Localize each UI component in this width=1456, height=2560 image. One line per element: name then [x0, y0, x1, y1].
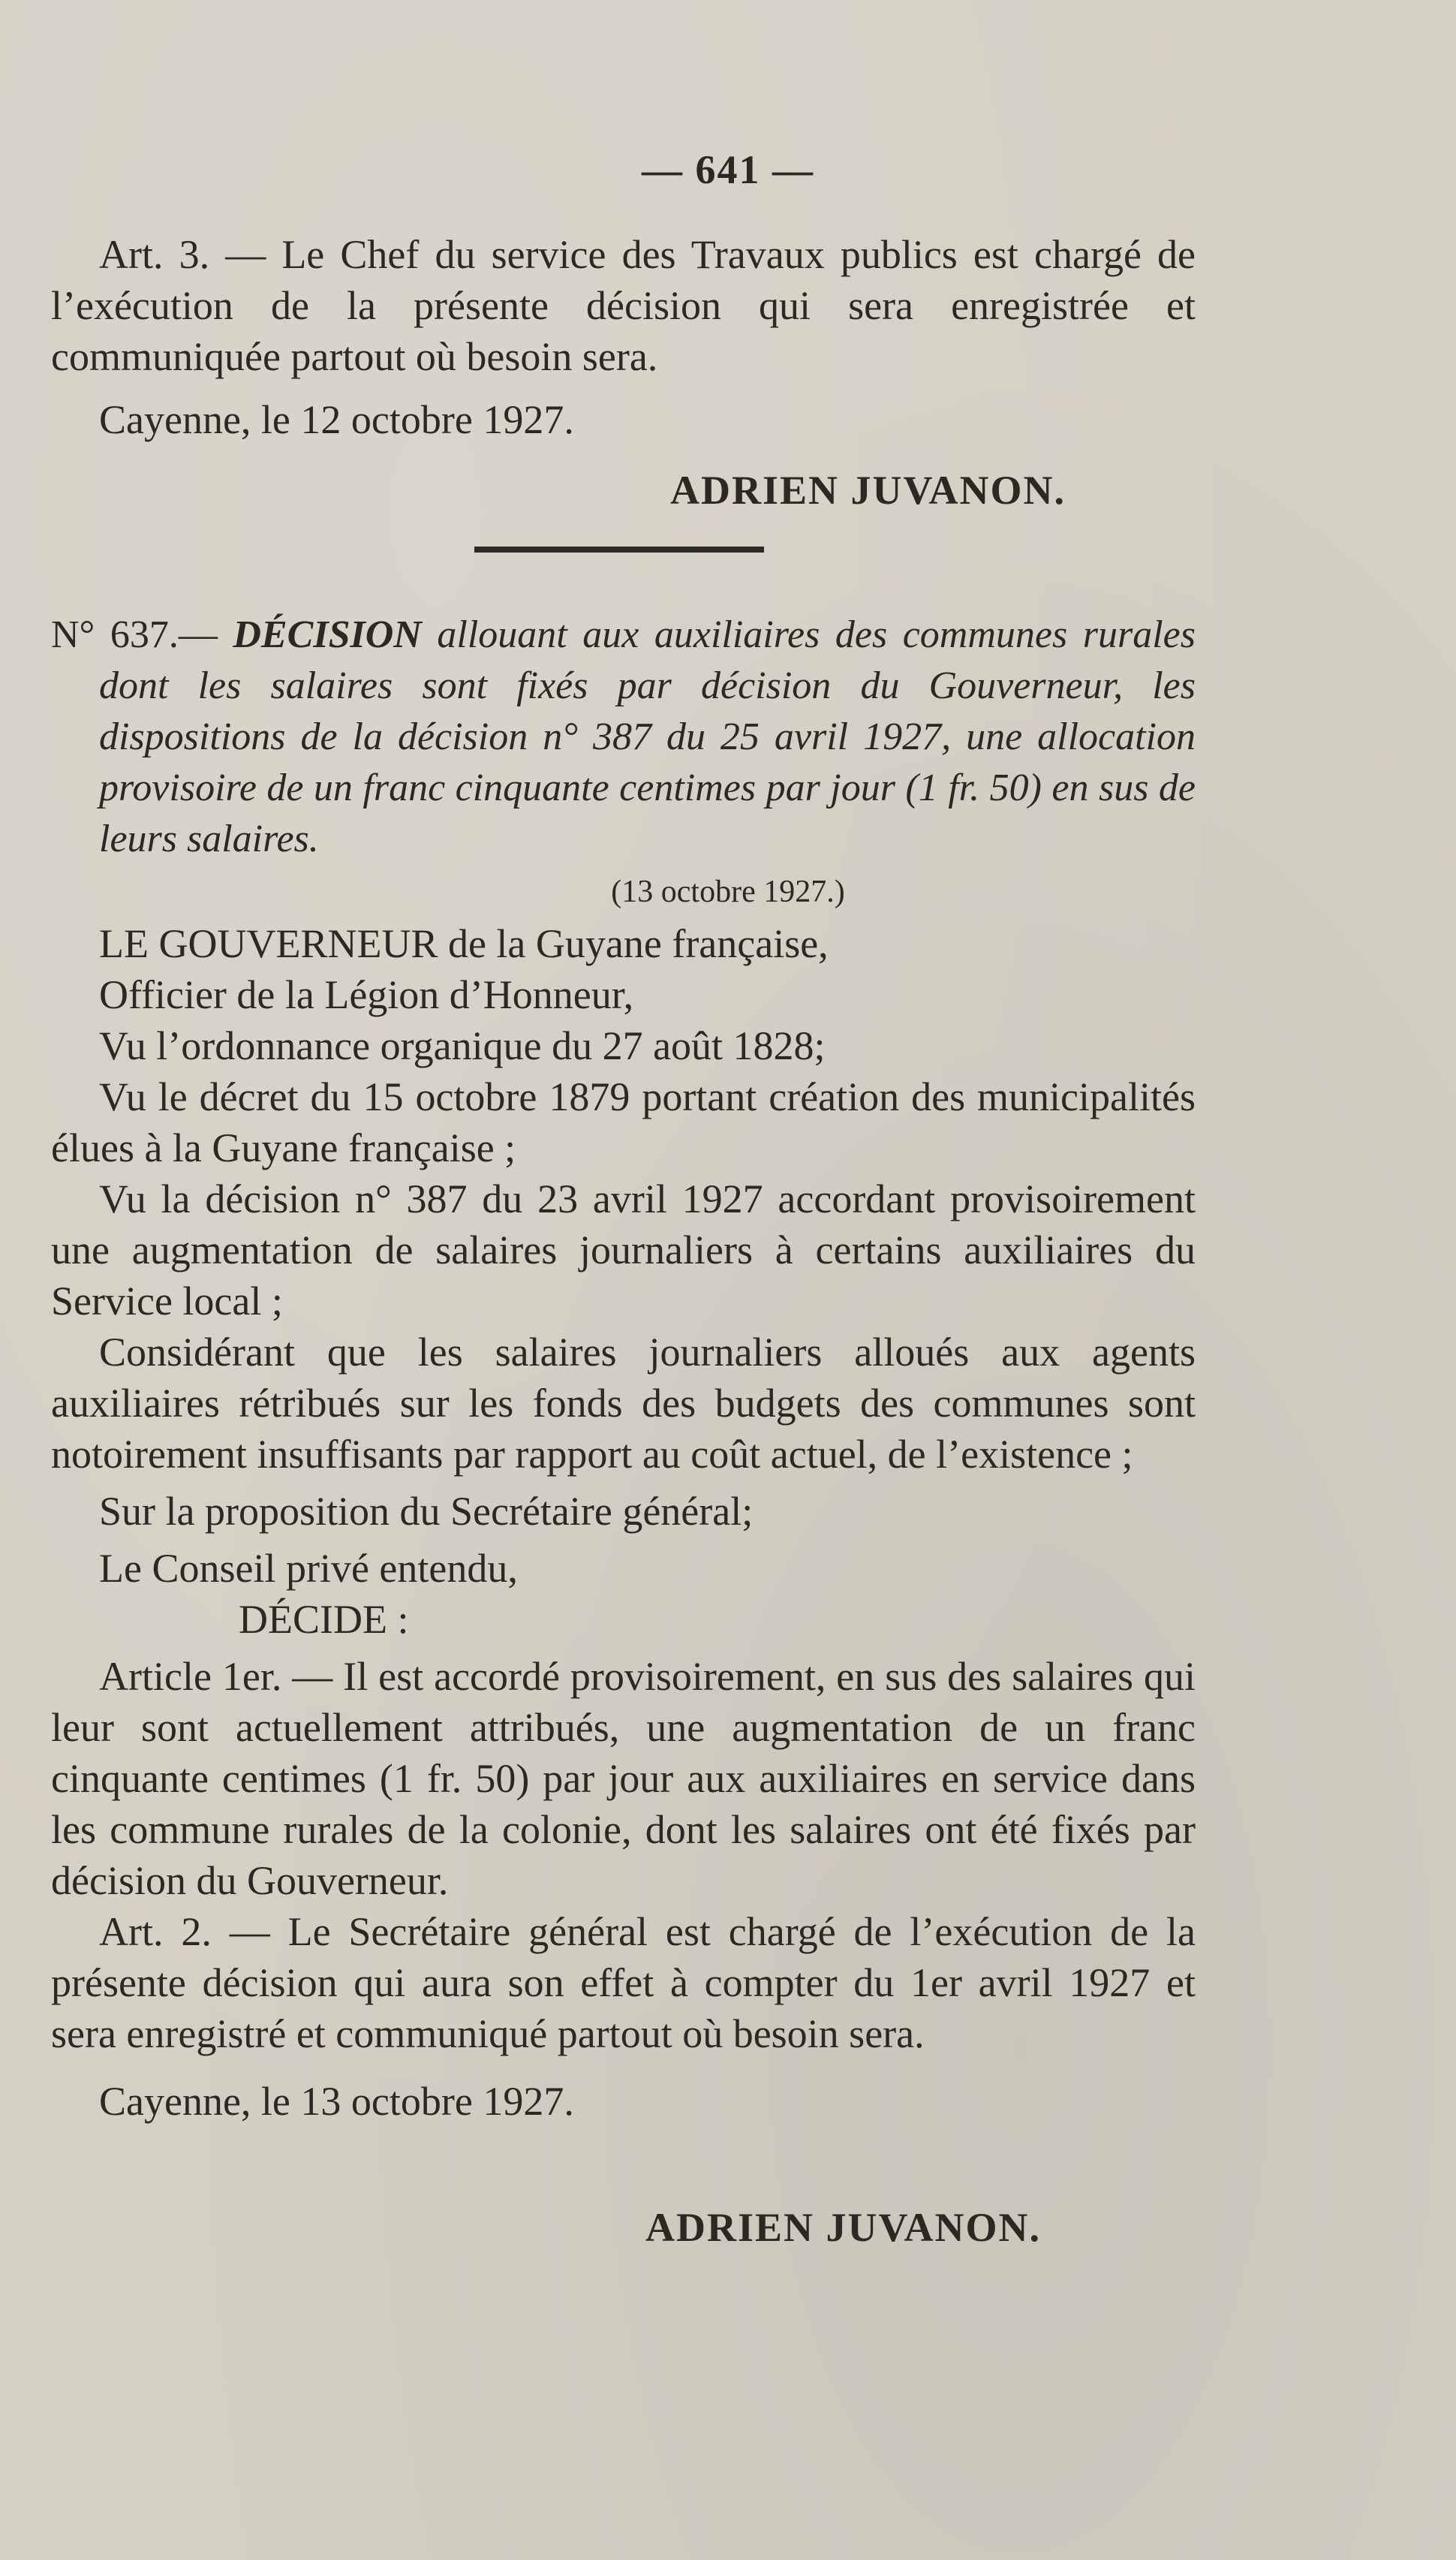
first-decision: [51, 229, 1196, 445]
vu-decision: Vu la décision n° 387 du 23 avril 1927 accordant provisoirement une augmentation de salaires journaliers à certains auxiliaires du Service local ;: [51, 1176, 1196, 1324]
signature-first: ADRIEN JUVANON.: [670, 468, 1066, 513]
article-3-paragraph: Art. 3. — Le Chef du service des Travaux publics est chargé de l’exécution de la présente décision qui sera enregistrée et communiquée partout où besoin sera.: [51, 232, 1196, 379]
decision-date: (13 octobre 1927.): [611, 875, 845, 909]
decision-body: [51, 918, 1196, 2127]
date-line-first: Cayenne, le 12 octobre 1927.: [99, 397, 574, 442]
vu-decret: Vu le décret du 15 octobre 1879 portant création des municipalités élues à la Guyane française ;: [51, 1074, 1196, 1170]
decision-title-text: allouant aux auxiliaires des communes rurales dont les salaires sont fixés par décision du Gouverneur, les dispositions de la décision n° 387 du 25 avril 1927, une allocation provisoire de un franc cinquante centimes par jour (1 fr. 50) en sus de leurs salaires.: [99, 613, 1196, 860]
date-line-second: Cayenne, le 13 octobre 1927.: [99, 2079, 574, 2124]
separator-rule: [474, 547, 764, 553]
article-1-paragraph: Article 1er. — Il est accordé provisoirement, en sus des salaires qui leur sont actuellement attribués, une augmentation de un franc cinquante centimes (1 fr. 50) par jour aux auxiliaires en service dans les commune rurales de la colonie, dont les salaires ont été fixés par décision du Gouverneur.: [51, 1654, 1196, 1903]
vu-ordonnance: Vu l’ordonnance organique du 27 août 1828;: [99, 1023, 826, 1068]
governor-line: LE GOUVERNEUR de la Guyane française,: [99, 921, 829, 966]
signature-second: ADRIEN JUVANON.: [645, 2205, 1042, 2250]
proposition-line: Sur la proposition du Secrétaire général;: [99, 1489, 754, 1534]
decide-heading: DÉCIDE :: [239, 1597, 409, 1642]
page-number: — 641 —: [642, 147, 814, 192]
decision-number: N° 637.—: [51, 613, 218, 656]
article-2-paragraph: Art. 2. — Le Secrétaire général est chargé de l’exécution de la présente décision qui aura son effet à compter du 1er avril 1927 et sera enregistré et communiqué partout où besoin sera.: [51, 1909, 1196, 2056]
conseil-line: Le Conseil privé entendu,: [99, 1546, 518, 1591]
considerant-paragraph: Considérant que les salaires journaliers alloués aux agents auxiliaires rétribués sur les fonds des budgets des communes sont notoirement insuffisants par rapport au coût actuel, de l’existence ;: [51, 1330, 1196, 1477]
decision-keyword: DÉCISION: [233, 613, 422, 656]
decision-title: [51, 610, 1196, 865]
officer-line: Officier de la Légion d’Honneur,: [99, 972, 634, 1017]
